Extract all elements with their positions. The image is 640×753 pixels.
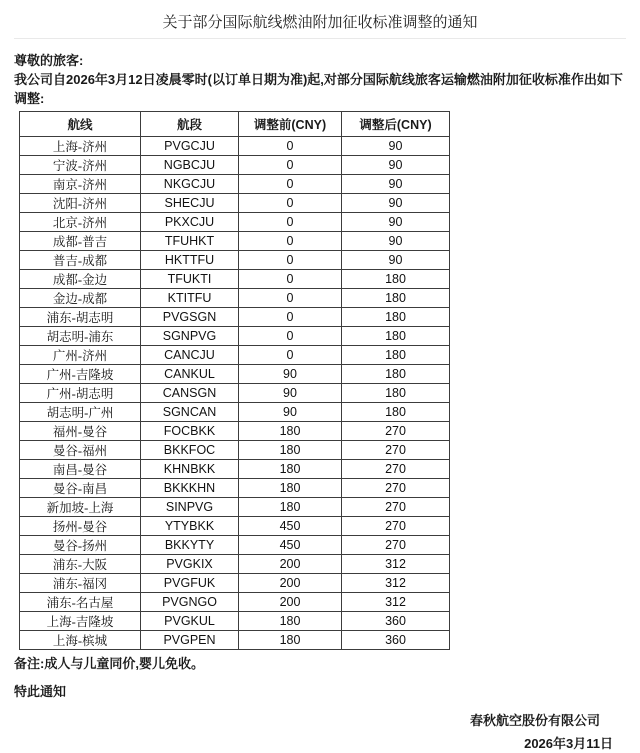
route-cell: 扬州-曼谷: [20, 517, 141, 536]
before-price-cell: 0: [239, 346, 342, 365]
after-price-cell: 90: [342, 175, 450, 194]
col-header-after: 调整后(CNY): [342, 112, 450, 137]
route-cell: 沈阳-济州: [20, 194, 141, 213]
table-row: [20, 137, 450, 156]
segment-cell: PVGCJU: [141, 137, 239, 156]
before-price-cell: 90: [239, 384, 342, 403]
table-row: [20, 517, 450, 536]
route-cell: 浦东-名古屋: [20, 593, 141, 612]
before-price-cell: 180: [239, 631, 342, 650]
segment-cell: PVGPEN: [141, 631, 239, 650]
table-row: [20, 422, 450, 441]
route-cell: 普吉-成都: [20, 251, 141, 270]
before-price-cell: 180: [239, 460, 342, 479]
table-row: [20, 327, 450, 346]
table-row: [20, 156, 450, 175]
segment-cell: TFUHKT: [141, 232, 239, 251]
route-cell: 宁波-济州: [20, 156, 141, 175]
after-price-cell: 270: [342, 460, 450, 479]
before-price-cell: 180: [239, 612, 342, 631]
before-price-cell: 200: [239, 593, 342, 612]
route-cell: 浦东-大阪: [20, 555, 141, 574]
table-row: [20, 593, 450, 612]
route-cell: 浦东-福冈: [20, 574, 141, 593]
after-price-cell: 90: [342, 251, 450, 270]
after-price-cell: 312: [342, 555, 450, 574]
before-price-cell: 0: [239, 213, 342, 232]
after-price-cell: 180: [342, 346, 450, 365]
after-price-cell: 270: [342, 441, 450, 460]
route-cell: 广州-胡志明: [20, 384, 141, 403]
title-divider: [14, 38, 626, 39]
segment-cell: BKKYTY: [141, 536, 239, 555]
segment-cell: CANKUL: [141, 365, 239, 384]
segment-cell: NKGCJU: [141, 175, 239, 194]
before-price-cell: 200: [239, 555, 342, 574]
route-cell: 广州-吉隆坡: [20, 365, 141, 384]
after-price-cell: 270: [342, 479, 450, 498]
before-price-cell: 180: [239, 422, 342, 441]
table-row: [20, 308, 450, 327]
before-price-cell: 180: [239, 441, 342, 460]
route-cell: 金边-成都: [20, 289, 141, 308]
fare-table-body: [20, 137, 450, 650]
segment-cell: CANSGN: [141, 384, 239, 403]
page-title: 关于部分国际航线燃油附加征收标准调整的通知: [162, 15, 478, 31]
after-price-cell: 180: [342, 308, 450, 327]
segment-cell: PKXCJU: [141, 213, 239, 232]
after-price-cell: 312: [342, 593, 450, 612]
table-row: [20, 536, 450, 555]
before-price-cell: 180: [239, 479, 342, 498]
after-price-cell: 270: [342, 498, 450, 517]
before-price-cell: 0: [239, 289, 342, 308]
route-cell: 曼谷-福州: [20, 441, 141, 460]
table-row: [20, 555, 450, 574]
greeting-line: 尊敬的旅客:: [14, 53, 84, 68]
table-row: [20, 384, 450, 403]
table-row: [20, 346, 450, 365]
after-price-cell: 360: [342, 612, 450, 631]
after-price-cell: 90: [342, 232, 450, 251]
table-row: [20, 213, 450, 232]
route-cell: 南京-济州: [20, 175, 141, 194]
segment-cell: PVGNGO: [141, 593, 239, 612]
before-price-cell: 0: [239, 251, 342, 270]
route-cell: 南昌-曼谷: [20, 460, 141, 479]
segment-cell: KTITFU: [141, 289, 239, 308]
table-row: [20, 289, 450, 308]
route-cell: 上海-济州: [20, 137, 141, 156]
after-price-cell: 180: [342, 327, 450, 346]
segment-cell: SGNPVG: [141, 327, 239, 346]
route-cell: 成都-金边: [20, 270, 141, 289]
notice-date: 2026年3月11日: [524, 736, 613, 751]
before-price-cell: 0: [239, 156, 342, 175]
table-row: [20, 441, 450, 460]
segment-cell: BKKFOC: [141, 441, 239, 460]
segment-cell: KHNBKK: [141, 460, 239, 479]
fare-table: [19, 111, 450, 650]
segment-cell: CANCJU: [141, 346, 239, 365]
segment-cell: NGBCJU: [141, 156, 239, 175]
before-price-cell: 0: [239, 175, 342, 194]
fare-table-header: [20, 112, 450, 137]
after-price-cell: 312: [342, 574, 450, 593]
before-price-cell: 90: [239, 403, 342, 422]
before-price-cell: 450: [239, 517, 342, 536]
segment-cell: SHECJU: [141, 194, 239, 213]
col-header-segment: 航段: [141, 112, 239, 137]
notice-document: [0, 13, 640, 751]
segment-cell: PVGFUK: [141, 574, 239, 593]
before-price-cell: 200: [239, 574, 342, 593]
route-cell: 胡志明-浦东: [20, 327, 141, 346]
table-row: [20, 574, 450, 593]
before-price-cell: 0: [239, 137, 342, 156]
route-cell: 上海-吉隆坡: [20, 612, 141, 631]
after-price-cell: 90: [342, 194, 450, 213]
segment-cell: TFUKTI: [141, 270, 239, 289]
before-price-cell: 0: [239, 232, 342, 251]
segment-cell: PVGKUL: [141, 612, 239, 631]
remark-line: 备注:成人与儿童同价,婴儿免收。: [14, 656, 204, 671]
after-price-cell: 180: [342, 403, 450, 422]
after-price-cell: 270: [342, 422, 450, 441]
table-row: [20, 270, 450, 289]
col-header-before: 调整前(CNY): [239, 112, 342, 137]
segment-cell: HKTTFU: [141, 251, 239, 270]
route-cell: 曼谷-扬州: [20, 536, 141, 555]
after-price-cell: 90: [342, 156, 450, 175]
table-row: [20, 498, 450, 517]
before-price-cell: 0: [239, 308, 342, 327]
after-price-cell: 90: [342, 213, 450, 232]
before-price-cell: 180: [239, 498, 342, 517]
header-row: [20, 112, 450, 137]
segment-cell: FOCBKK: [141, 422, 239, 441]
after-price-cell: 180: [342, 365, 450, 384]
after-price-cell: 180: [342, 384, 450, 403]
route-cell: 成都-普吉: [20, 232, 141, 251]
company-signature: 春秋航空股份有限公司: [469, 713, 600, 728]
route-cell: 新加坡-上海: [20, 498, 141, 517]
before-price-cell: 0: [239, 327, 342, 346]
after-price-cell: 180: [342, 270, 450, 289]
table-row: [20, 194, 450, 213]
segment-cell: PVGSGN: [141, 308, 239, 327]
segment-cell: SINPVG: [141, 498, 239, 517]
table-row: [20, 175, 450, 194]
col-header-route: 航线: [20, 112, 141, 137]
table-row: [20, 251, 450, 270]
after-price-cell: 180: [342, 289, 450, 308]
before-price-cell: 450: [239, 536, 342, 555]
table-row: [20, 365, 450, 384]
route-cell: 曼谷-南昌: [20, 479, 141, 498]
after-price-cell: 270: [342, 536, 450, 555]
after-price-cell: 90: [342, 137, 450, 156]
table-row: [20, 479, 450, 498]
segment-cell: BKKKHN: [141, 479, 239, 498]
route-cell: 北京-济州: [20, 213, 141, 232]
after-price-cell: 270: [342, 517, 450, 536]
table-row: [20, 403, 450, 422]
before-price-cell: 90: [239, 365, 342, 384]
route-cell: 浦东-胡志明: [20, 308, 141, 327]
intro-paragraph: 我公司自2026年3月12日凌晨零时(以订单日期为准)起,对部分国际航线旅客运输燃油附加征收标准作出如下调整:: [14, 72, 623, 106]
before-price-cell: 0: [239, 194, 342, 213]
route-cell: 胡志明-广州: [20, 403, 141, 422]
segment-cell: YTYBKK: [141, 517, 239, 536]
table-row: [20, 612, 450, 631]
table-row: [20, 460, 450, 479]
segment-cell: PVGKIX: [141, 555, 239, 574]
route-cell: 广州-济州: [20, 346, 141, 365]
route-cell: 福州-曼谷: [20, 422, 141, 441]
after-price-cell: 360: [342, 631, 450, 650]
before-price-cell: 0: [239, 270, 342, 289]
table-row: [20, 631, 450, 650]
route-cell: 上海-槟城: [20, 631, 141, 650]
table-row: [20, 232, 450, 251]
closing-line: 特此通知: [14, 684, 67, 699]
segment-cell: SGNCAN: [141, 403, 239, 422]
